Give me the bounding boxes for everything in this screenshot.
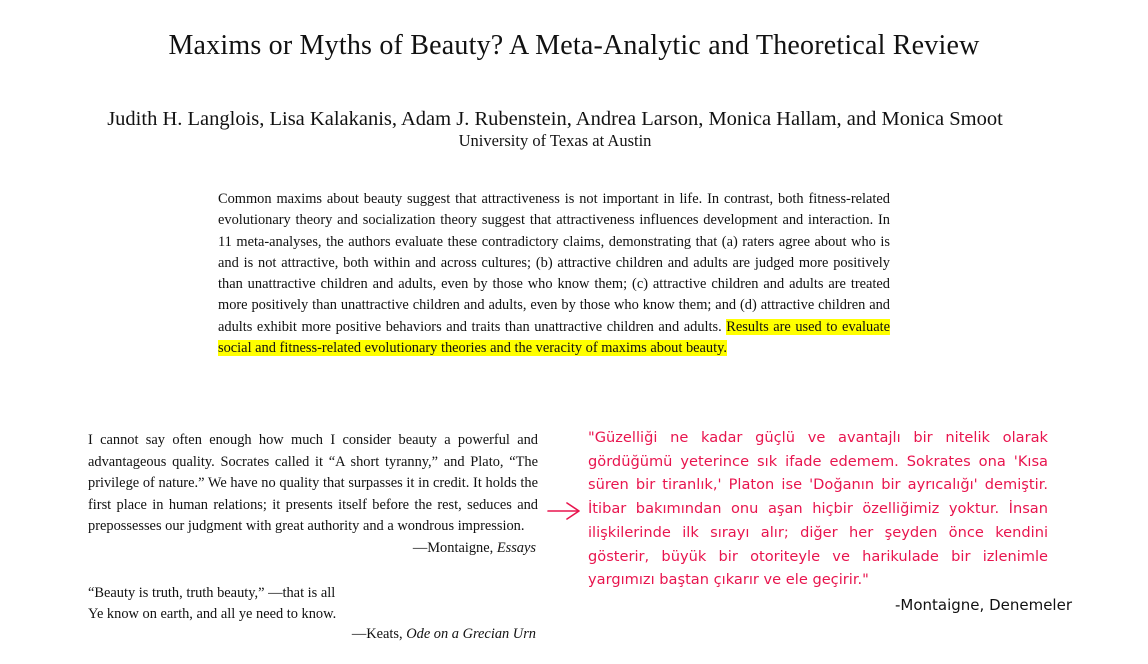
paper-authors: Judith H. Langlois, Lisa Kalakanis, Adam J. Rubenstein, Andrea Larson, Monica Hallam, and Monica Smoot [107,108,1003,130]
epigraph-keats-work: Ode on a Grecian Urn [406,626,536,642]
epigraph-montaigne [88,430,538,559]
epigraph-montaigne-attribution [88,538,538,560]
turkish-translation: "Güzelliği ne kadar güçlü ve avantajlı bir nitelik olarak gördüğümü yeterince sık ifade edemem. Sokrates ona 'Kısa süren bir tiranlık,' Platon ise 'Doğanın bir ayrıcalığı' demiştir. İtibar bakımından onu aşan hiçbir özelliğimiz yoktur. İnsan ilişkilerinde ilk sırayı alır; diğer her şeyden önce kendini gösterir, büyük bir otoriteyle ve harikulade bir izlenimle yargımızı baştan çıkarır ve ele geçirir." [588,429,1048,589]
epigraph-montaigne-work: Essays [496,539,536,556]
turkish-translation-attribution: -Montaigne, Denemeler [895,596,1072,614]
epigraph-montaigne-author: —Montaigne, [412,539,497,556]
right-arrow-icon [546,500,582,522]
epigraph-keats-attribution [88,624,538,645]
epigraph-keats [88,583,538,645]
epigraph-keats-author: —Keats, [351,626,407,642]
abstract-text: Common maxims about beauty suggest that attractiveness is not important in life. In contrast, both fitness-related evolutionary theory and socialization theory suggest that attractiveness influences development and interaction. In 11 meta-analyses, the authors evaluate these contradictory claims, demonstrating that (a) raters agree about who is and is not attractive, both within and across cultures; (b) attractive children and adults are judged more positively than unattractive children and adults, even by those who know them; (c) attractive children and adults are treated more positively than unattractive children and adults, even by those who know them; and (d) attractive children and adults exhibit more positive behaviors and traits than unattractive children and adults. [218,191,890,335]
abstract-highlight: Results are used to evaluate social and fitness-related evolutionary theories and the veracity of maxims about beauty. [218,318,890,357]
paper-affiliation: University of Texas at Austin [458,131,652,150]
abstract [218,189,890,359]
epigraph-montaigne-quote: I cannot say often enough how much I consider beauty a powerful and advantageous quality. Socrates called it “A short tyranny,” and Plato, “The privilege of nature.” We have no quality that surpasses it in credit. It holds the first place in human relations; it presents itself before the rest, seduces and prepossesses our judgment with great authority and a wondrous impression. [88,432,538,534]
epigraph-keats-line-2: Ye know on earth, and all ye need to know. [88,605,337,622]
paper-title: Maxims or Myths of Beauty? A Meta-Analytic and Theoretical Review [168,30,980,61]
epigraph-keats-line-1: “Beauty is truth, truth beauty,” —that is all [88,585,336,601]
